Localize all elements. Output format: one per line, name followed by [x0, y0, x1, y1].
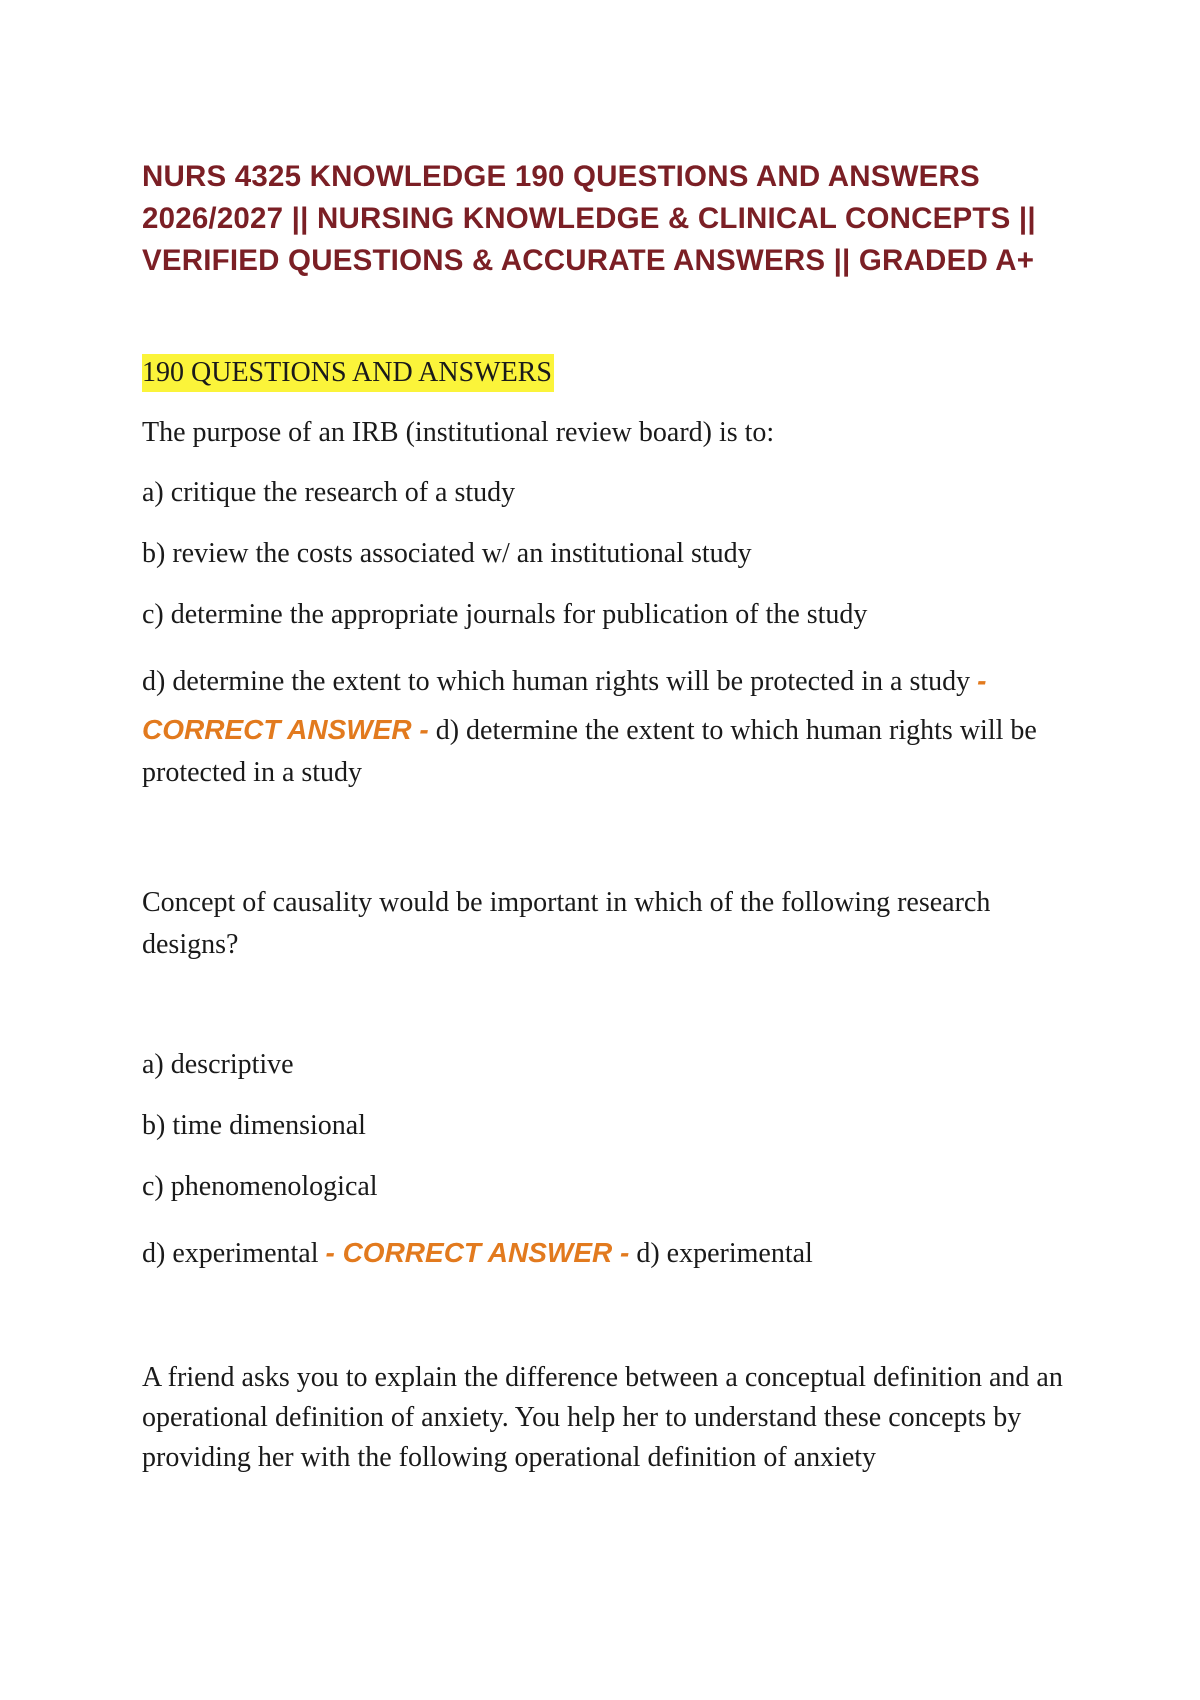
question-1-stem: The purpose of an IRB (institutional review board) is to:	[142, 417, 775, 448]
correct-answer-label: CORRECT ANSWER -	[142, 714, 429, 745]
question-2-option-d: d) experimental	[142, 1238, 319, 1269]
answer-marker-dash: -	[977, 665, 987, 696]
question-2-answer-text: d) experimental	[636, 1238, 813, 1269]
document-title: NURS 4325 KNOWLEDGE 190 QUESTIONS AND ANSWERS 2026/2027 || NURSING KNOWLEDGE & CLINICAL CONCEPTS || VERIFIED QUESTIONS & ACCURATE ANSWERS || GRADED A+	[142, 160, 1036, 277]
question-1-option-d: d) determine the extent to which human rights will be protected in a study	[142, 666, 971, 697]
question-2-option-c: c) phenomenological	[142, 1171, 378, 1202]
question-1-option-c: c) determine the appropriate journals for publication of the study	[142, 599, 868, 630]
correct-answer-marker: - CORRECT ANSWER -	[325, 1237, 630, 1268]
question-2-option-d-line	[142, 1232, 813, 1275]
question-1-option-b: b) review the costs associated w/ an institutional study	[142, 538, 752, 569]
question-2-option-a: a) descriptive	[142, 1049, 294, 1080]
question-1-answer-text: d) determine the extent to which human rights will be protected in a study	[142, 715, 1037, 788]
question-3-stem: A friend asks you to explain the difference between a conceptual definition and an operational definition of anxiety. You help her to understand these concepts by providing her with the following operational definition of anxiety	[142, 1362, 1063, 1473]
question-2-option-b: b) time dimensional	[142, 1110, 366, 1141]
question-1-option-a: a) critique the research of a study	[142, 477, 516, 508]
question-1-option-d-line	[142, 660, 986, 703]
section-heading: 190 QUESTIONS AND ANSWERS	[142, 354, 554, 392]
question-2-stem: Concept of causality would be important in which of the following research designs?	[142, 887, 991, 960]
question-1-answer	[142, 709, 1077, 794]
